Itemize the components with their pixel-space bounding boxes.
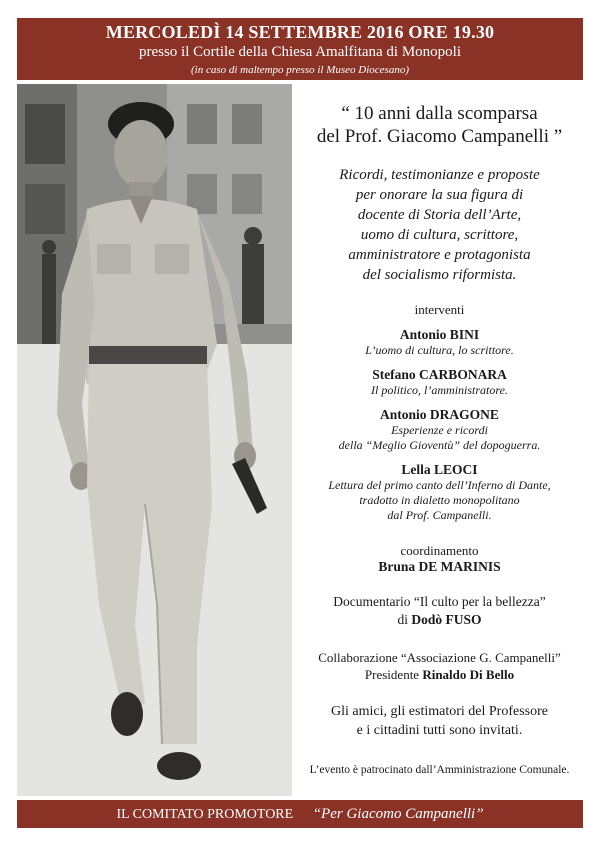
president-name: Rinaldo Di Bello	[422, 667, 515, 682]
coordination-label: coordinamento	[400, 543, 479, 558]
event-title	[296, 102, 583, 148]
speaker-name: Antonio DRAGONE	[380, 407, 499, 422]
speaker-topic: Esperienze e ricordi della “Meglio Gioventù” del dopoguerra.	[338, 423, 541, 452]
speaker-topic: Il politico, l’amministratore.	[371, 383, 508, 397]
event-date: MERCOLEDÌ 14 SETTEMBRE 2016 ORE 19.30	[105, 22, 495, 42]
intro-line: amministratore e protagonista	[348, 247, 531, 263]
speaker-item	[296, 327, 583, 358]
documentary-author: Dodò FUSO	[411, 612, 482, 627]
intro-line: del socialismo riformista.	[362, 267, 517, 283]
speaker-item	[296, 367, 583, 398]
speaker-name: Stefano CARBONARA	[372, 367, 507, 382]
event-alt-venue: (in caso di maltempo presso il Museo Diocesano)	[190, 64, 410, 76]
speaker-item	[296, 407, 583, 453]
program-panel	[296, 84, 583, 776]
title-line-2: del Prof. Giacomo Campanelli ”	[316, 126, 563, 147]
title-line-1: “ 10 anni dalla scomparsa	[341, 103, 538, 124]
event-venue: presso il Cortile della Chiesa Amalfitana di Monopoli	[138, 44, 462, 60]
documentary-credit	[296, 593, 583, 629]
speaker-topic: Lettura del primo canto dell’Inferno di Dante, tradotto in dialetto monopolitano dal Prof. Campanelli.	[328, 478, 551, 522]
speaker-name: Antonio BINI	[399, 327, 480, 342]
coordinator-name: Bruna DE MARINIS	[378, 559, 501, 574]
invitation-text: Gli amici, gli estimatori del Professore e i cittadini tutti sono invitati.	[331, 704, 548, 738]
campaign-name: “Per Giacomo Campanelli”	[312, 806, 484, 822]
president-label: Presidente	[364, 667, 420, 682]
portrait-photo	[17, 84, 292, 796]
collaboration-credit	[296, 649, 583, 683]
footer-band	[17, 800, 583, 828]
documentary-title: Documentario “Il culto per la bellezza”	[333, 594, 546, 609]
intro-line: uomo di cultura, scrittore,	[360, 227, 519, 243]
event-description	[296, 165, 583, 285]
speaker-topic: L’uomo di cultura, lo scrittore.	[365, 343, 514, 357]
intro-line: docente di Storia dell’Arte,	[357, 207, 522, 223]
committee-label: IL COMITATO PROMOTORE	[116, 807, 294, 822]
patronage-note: L’evento è patrocinato dall’Amministrazione Comunale.	[309, 764, 570, 776]
speaker-item	[296, 462, 583, 523]
documentary-by: di	[397, 612, 408, 627]
collaboration-text: Collaborazione “Associazione G. Campanelli”	[318, 650, 561, 665]
walking-man-illustration	[17, 84, 292, 796]
intro-line: per onorare la sua figura di	[355, 187, 524, 203]
header-band	[17, 18, 583, 80]
speaker-name: Lella LEOCI	[401, 462, 478, 477]
interventi-label: interventi	[414, 302, 465, 317]
intro-line: Ricordi, testimonianze e proposte	[339, 167, 540, 183]
